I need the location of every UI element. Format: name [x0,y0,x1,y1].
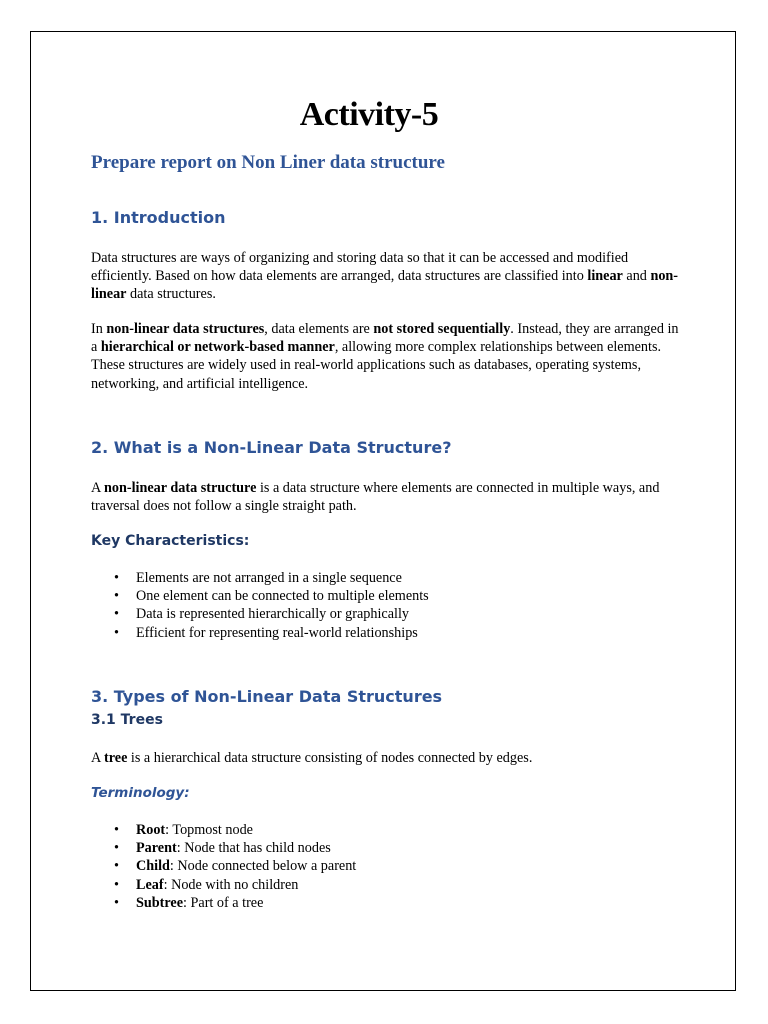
term-description: : Node connected below a parent [169,858,357,875]
intro-paragraph-2: In non-linear data structures, data elements are not stored sequentially. Instead, they are arranged in a hierarchical or network-based manner, allowing more complex relationships between elements. These structures are widely used in real-world applications such as databases, operating systems, networking, and artificial intelligence. [91,321,679,392]
term-description: : Node that has child nodes [176,840,331,857]
heading-types: 3. Types of Non-Linear Data Structures [91,687,443,706]
term-description: : Node with no children [163,876,299,893]
list-item: • One element can be connected to multiple elements [136,587,429,605]
trees-paragraph: A tree is a hierarchical data structure consisting of nodes connected by edges. [91,750,533,766]
term-description: : Topmost node [165,822,253,838]
list-item: • Data is represented hierarchically or graphically [136,605,429,623]
heading-key-characteristics: Key Characteristics: [91,533,250,549]
list-item: • Efficient for representing real-world relationships [136,624,429,642]
list-item: • Elements are not arranged in a single sequence [136,569,429,587]
term-name: Parent [136,840,177,857]
heading-introduction: 1. Introduction [91,208,226,227]
document-subtitle: Prepare report on Non Liner data structure [91,152,445,173]
key-characteristics-list [91,569,429,642]
intro-paragraph-1: Data structures are ways of organizing and storing data so that it can be accessed and modified efficiently. Based on how data elements are arranged, data structures are classified into linear and non-linear data structures. [91,250,679,303]
list-item [136,876,356,894]
terminology-list [91,821,356,912]
document-page [30,31,736,991]
list-item [136,857,356,875]
term-name: Subtree [136,894,184,911]
list-item [136,894,356,912]
list-item [136,821,356,839]
heading-trees: 3.1 Trees [91,712,163,728]
term-name: Leaf [136,876,164,893]
term-description: : Part of a tree [183,894,264,911]
term-name: Root [136,822,166,838]
term-name: Child [136,858,170,875]
what-paragraph: A non-linear data structure is a data structure where elements are connected in multiple ways, and traversal does not follow a single straight path. [91,480,660,515]
document-title: Activity-5 [299,96,439,133]
heading-terminology: Terminology: [91,785,190,801]
list-item [136,839,356,857]
heading-what-is-non-linear: 2. What is a Non-Linear Data Structure? [91,438,452,457]
